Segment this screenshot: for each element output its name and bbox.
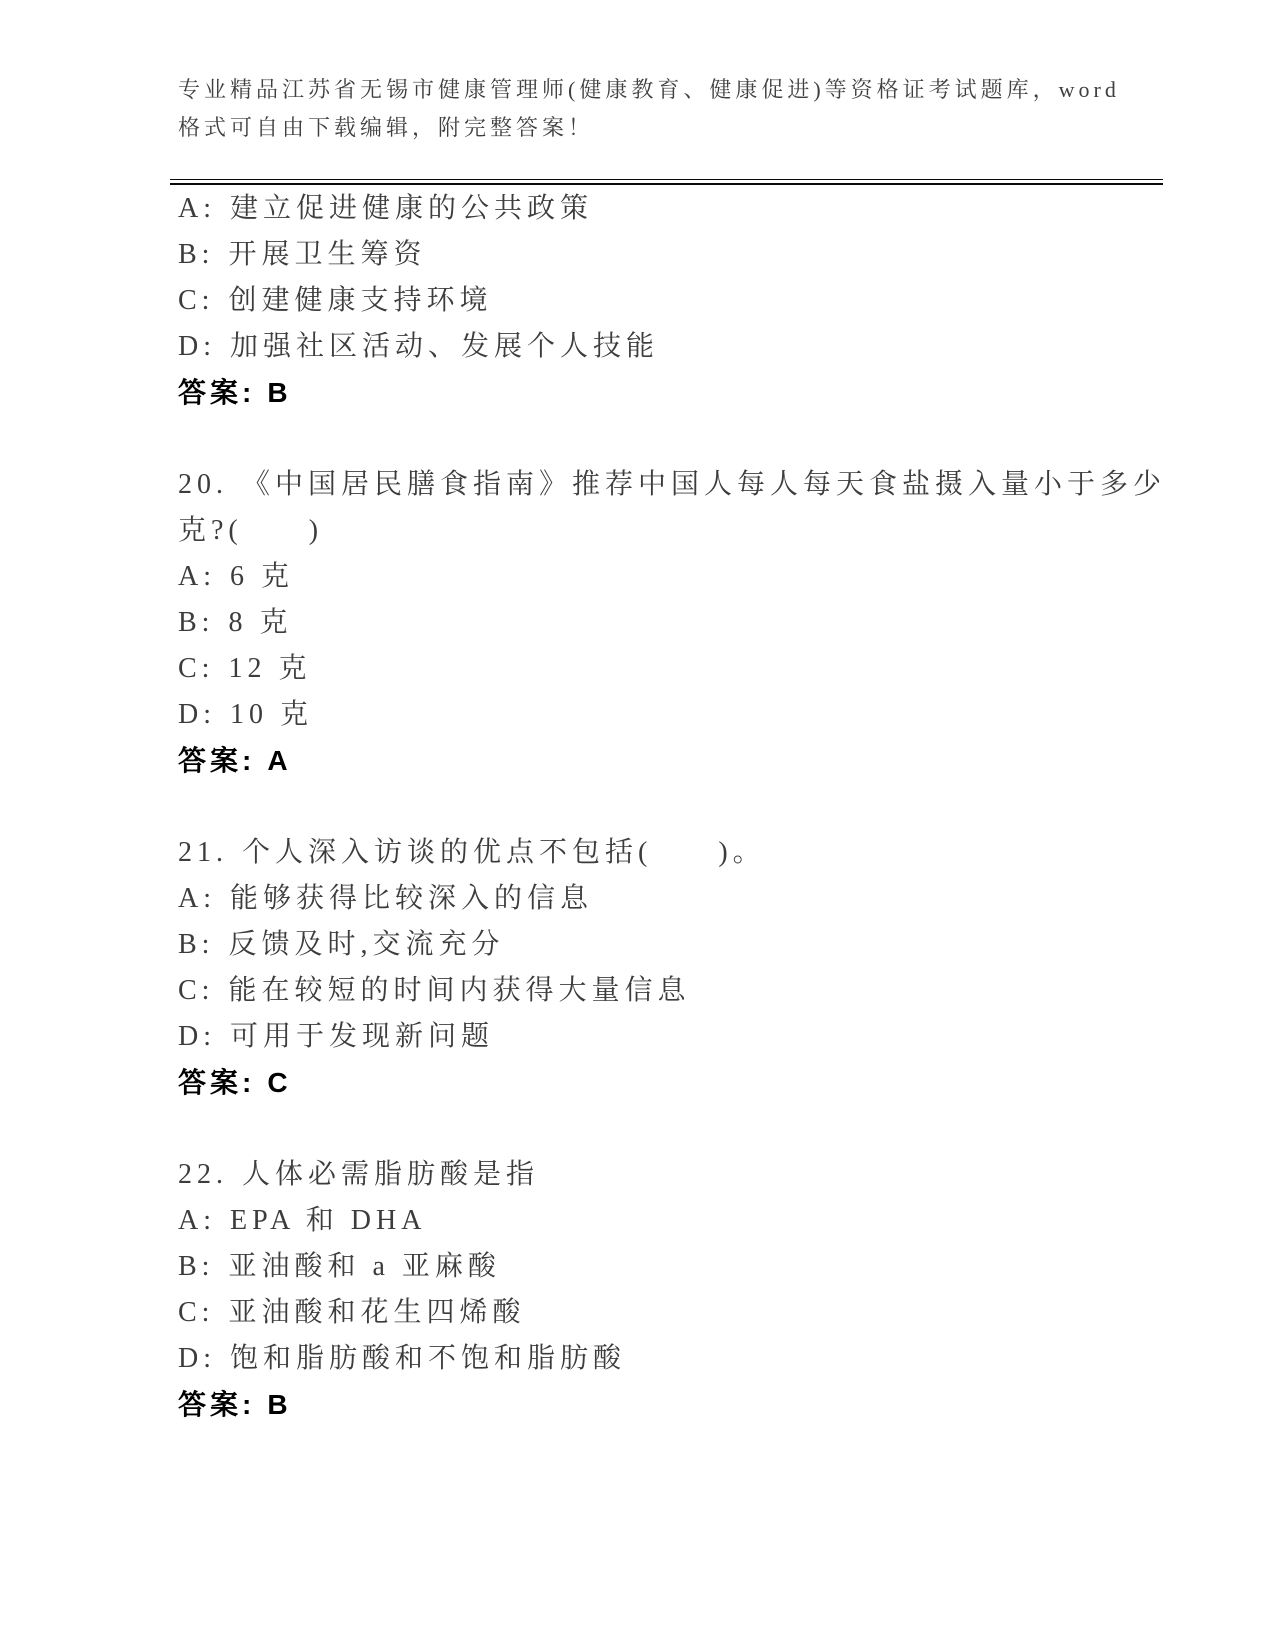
question-title-continued: 克?( ): [178, 515, 324, 546]
option-text: 反馈及时,交流充分: [228, 929, 505, 960]
question-block-19: [178, 186, 1188, 416]
option-text: 亚油酸和花生四烯酸: [228, 1297, 526, 1328]
option-line: [178, 600, 1188, 646]
option-label: B:: [178, 929, 215, 960]
answer-line: [178, 1382, 1188, 1428]
option-label: D:: [178, 331, 216, 362]
answer-line: [178, 370, 1188, 416]
option-text: EPA 和 DHA: [230, 1205, 427, 1236]
question-title: [178, 830, 1188, 876]
option-text: 建立促进健康的公共政策: [230, 193, 594, 224]
question-number: 22.: [178, 1159, 228, 1190]
question-title: [178, 462, 1188, 508]
question-text: 人体必需脂肪酸是指: [242, 1159, 540, 1190]
option-text: 能在较短的时间内获得大量信息: [228, 975, 691, 1006]
option-label: B:: [178, 607, 215, 638]
option-label: A:: [178, 1205, 216, 1236]
option-text: 12 克: [228, 653, 312, 684]
question-block-22: [178, 1152, 1188, 1428]
question-block-21: [178, 830, 1188, 1106]
option-label: A:: [178, 193, 216, 224]
option-text: 能够获得比较深入的信息: [230, 883, 594, 914]
header-notice: [178, 71, 1148, 147]
option-text: 亚油酸和 a 亚麻酸: [228, 1251, 501, 1282]
answer-value: A: [267, 745, 292, 776]
option-line: [178, 186, 1188, 232]
option-label: C:: [178, 653, 215, 684]
option-label: C:: [178, 1297, 215, 1328]
question-text: 《中国居民膳食指南》推荐中国人每人每天食盐摄入量小于多少: [242, 469, 1167, 500]
option-line: [178, 1014, 1188, 1060]
question-title: [178, 1152, 1188, 1198]
option-label: D:: [178, 1021, 216, 1052]
option-label: D:: [178, 699, 216, 730]
option-line: [178, 922, 1188, 968]
question-number: 20.: [178, 469, 228, 500]
answer-label: 答案:: [178, 745, 256, 776]
answer-value: C: [267, 1067, 292, 1098]
option-text: 8 克: [228, 607, 293, 638]
option-label: C:: [178, 285, 215, 316]
option-text: 创建健康支持环境: [228, 285, 493, 316]
option-text: 可用于发现新问题: [230, 1021, 495, 1052]
question-number: 21.: [178, 837, 228, 868]
option-label: B:: [178, 1251, 215, 1282]
option-line: [178, 692, 1188, 738]
answer-label: 答案:: [178, 377, 256, 408]
option-text: 6 克: [230, 561, 295, 592]
option-line: [178, 876, 1188, 922]
header-divider-rule: [170, 179, 1163, 185]
answer-line: [178, 738, 1188, 784]
answer-label: 答案:: [178, 1389, 256, 1420]
option-text: 加强社区活动、发展个人技能: [230, 331, 660, 362]
option-line: [178, 232, 1188, 278]
option-line: [178, 968, 1188, 1014]
answer-value: B: [267, 1389, 292, 1420]
option-label: D:: [178, 1343, 216, 1374]
option-label: B:: [178, 239, 215, 270]
option-label: C:: [178, 975, 215, 1006]
option-text: 10 克: [230, 699, 314, 730]
option-line: [178, 278, 1188, 324]
question-list: [178, 186, 1188, 1428]
option-line: [178, 1290, 1188, 1336]
option-line: [178, 646, 1188, 692]
option-text: 开展卫生筹资: [228, 239, 427, 270]
option-line: [178, 1244, 1188, 1290]
option-label: A:: [178, 561, 216, 592]
question-text: 个人深入访谈的优点不包括( )。: [242, 837, 766, 868]
answer-line: [178, 1060, 1188, 1106]
option-line: [178, 1336, 1188, 1382]
option-line: [178, 1198, 1188, 1244]
option-line: [178, 554, 1188, 600]
header-notice-line2: 格式可自由下载编辑，附完整答案！: [178, 115, 595, 140]
header-notice-line1: 专业精品江苏省无锡市健康管理师(健康教育、健康促进)等资格证考试题库，word: [178, 77, 1120, 102]
answer-label: 答案:: [178, 1067, 256, 1098]
question-block-20: [178, 462, 1188, 784]
option-label: A:: [178, 883, 216, 914]
answer-value: B: [267, 377, 292, 408]
option-text: 饱和脂肪酸和不饱和脂肪酸: [230, 1343, 627, 1374]
option-line: [178, 324, 1188, 370]
